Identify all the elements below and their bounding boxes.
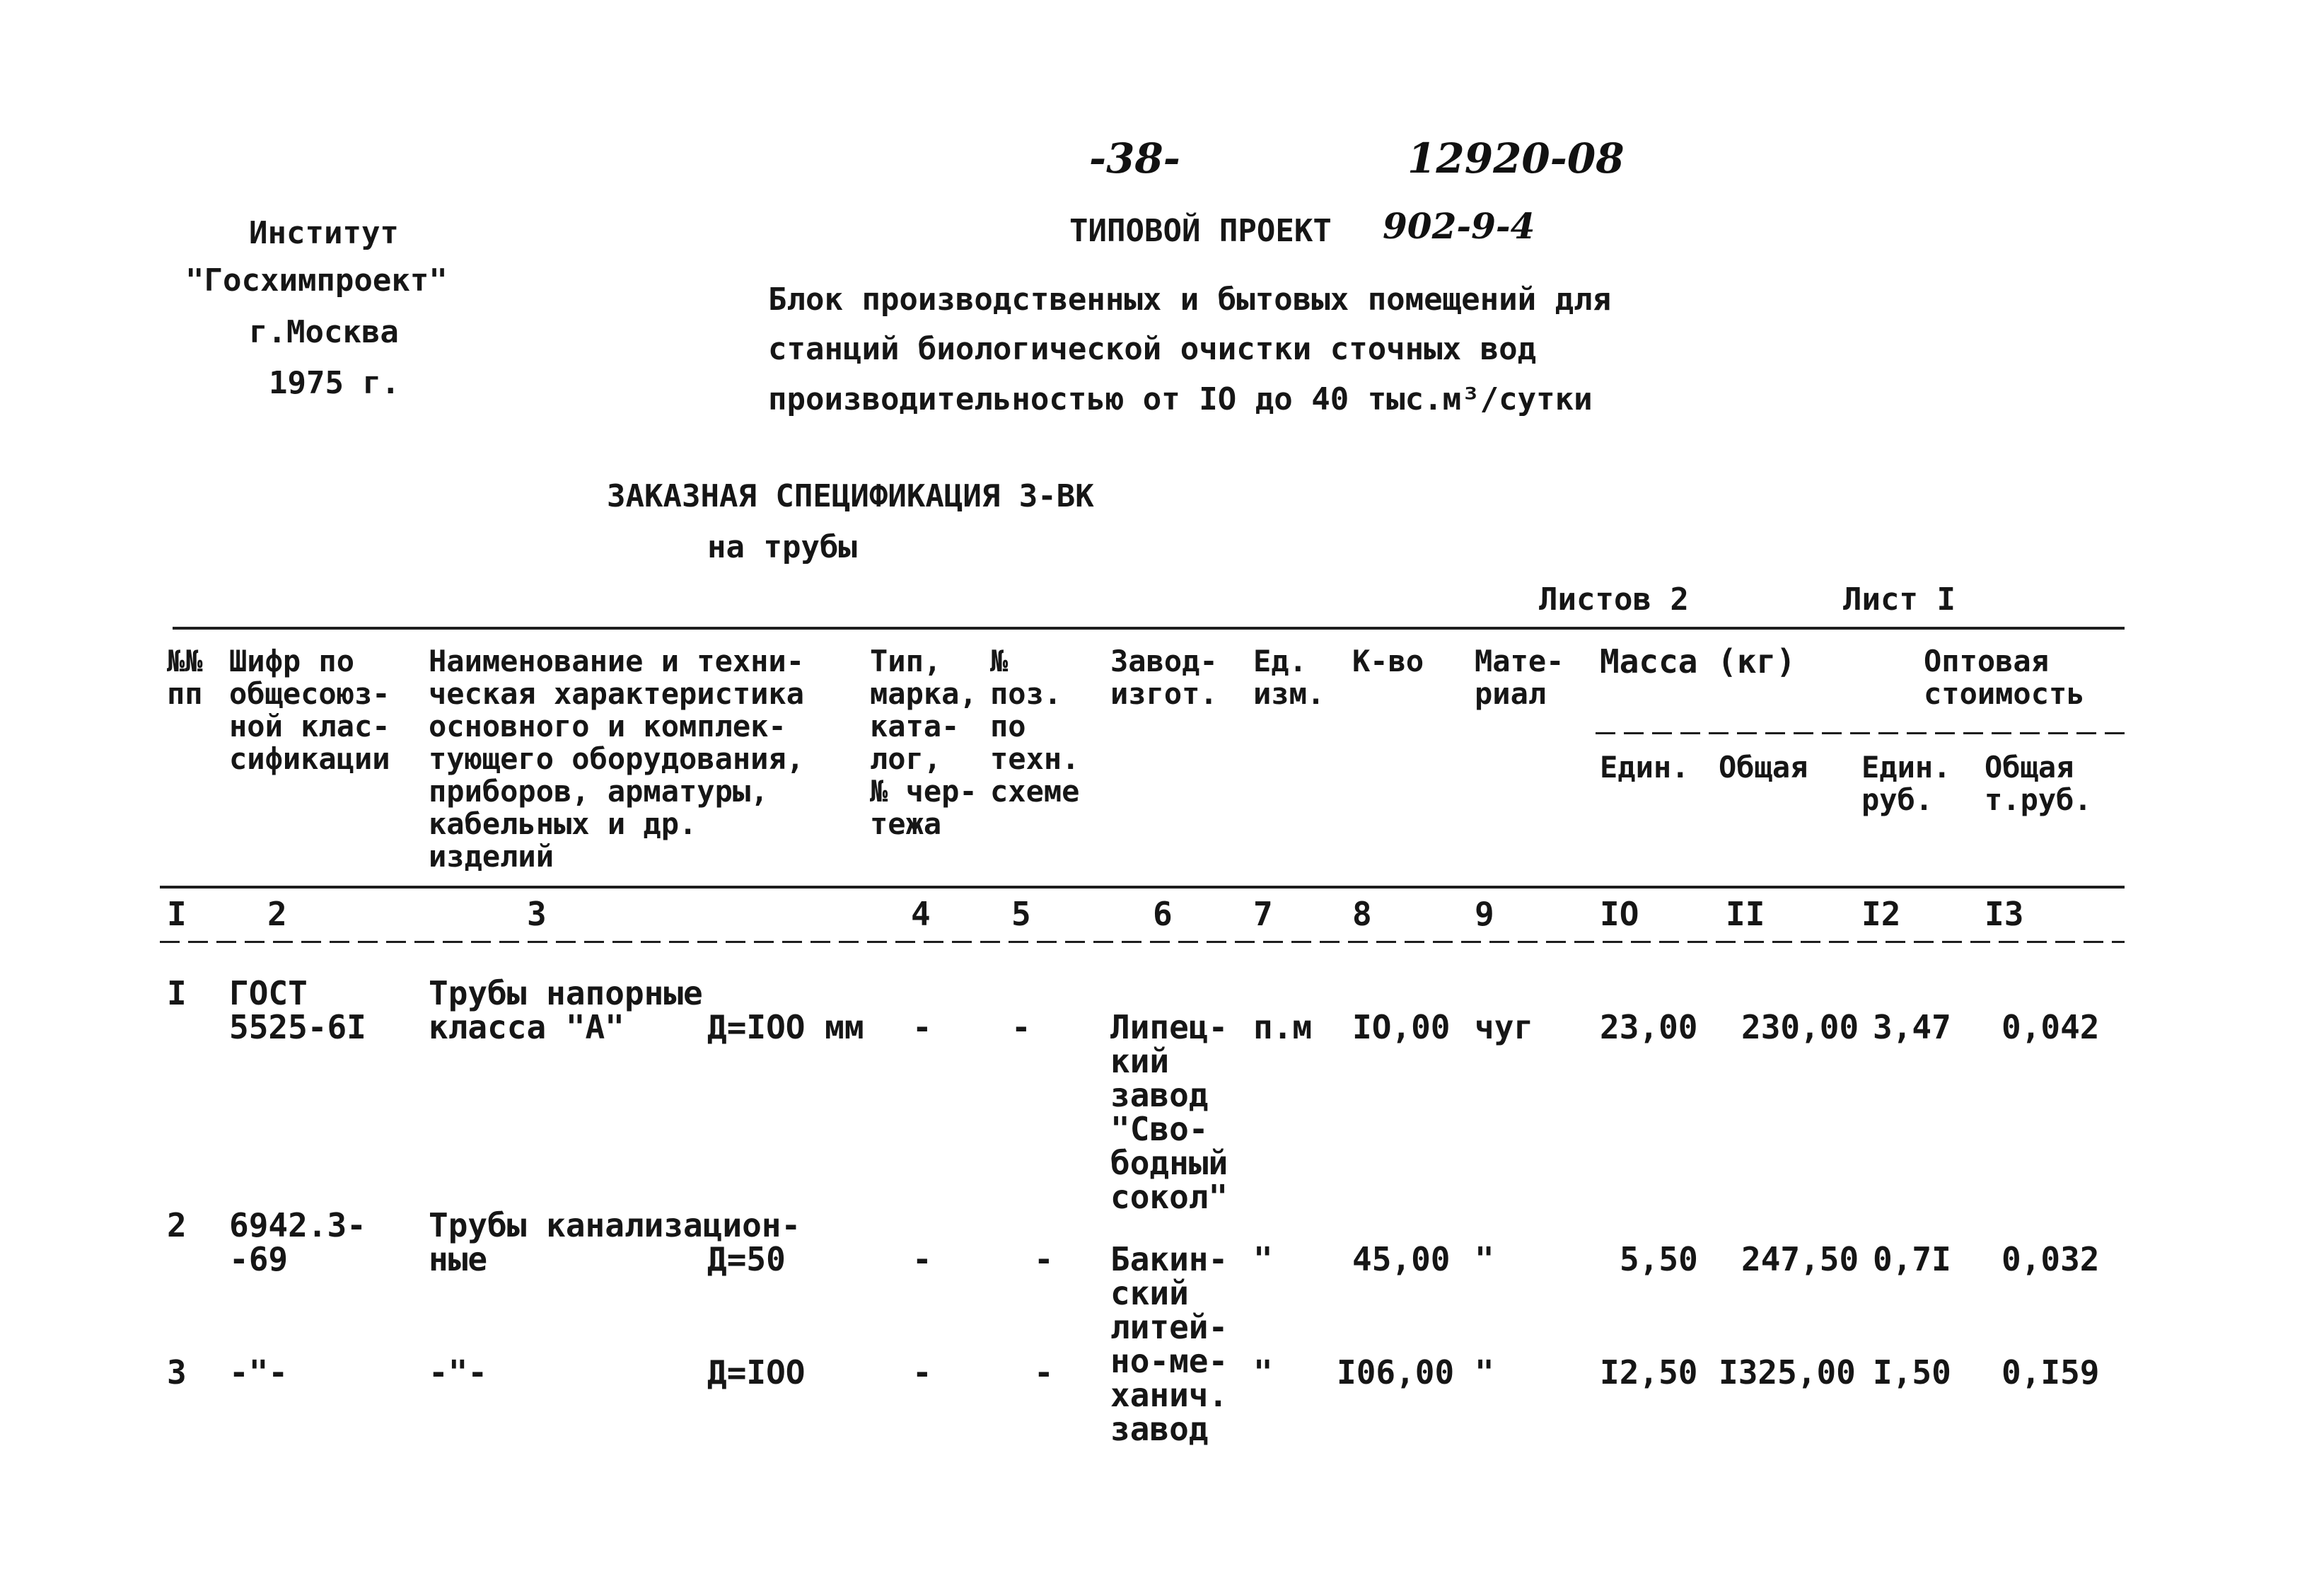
item-quantity: I06,00 xyxy=(1337,1353,1455,1391)
column-number: 8 xyxy=(1352,895,1372,933)
item-position: - xyxy=(1011,1008,1031,1046)
institute-label: Институт xyxy=(249,215,399,251)
item-position: - xyxy=(1034,1353,1054,1391)
item-material: " xyxy=(1475,1353,1494,1391)
item-mass-unit: I2,50 xyxy=(1600,1353,1698,1391)
header-mass: Масса (кг) xyxy=(1600,642,1796,681)
item-manufacturer: но-ме- ханич. завод xyxy=(1110,1342,1228,1448)
item-price-total: 0,042 xyxy=(2001,1008,2100,1046)
document-code: 12920-08 xyxy=(1407,134,1625,183)
item-name: Трубы канализацион- ные xyxy=(429,1206,801,1278)
item-mass-total: I325,00 xyxy=(1719,1353,1856,1391)
item-unit: " xyxy=(1253,1240,1273,1278)
item-type: - xyxy=(912,1353,932,1391)
item-price-unit: I,50 xyxy=(1873,1353,1951,1391)
column-number: 4 xyxy=(911,895,931,933)
column-number: II xyxy=(1726,895,1765,933)
item-mass-unit: 5,50 xyxy=(1620,1240,1698,1278)
header-unit: Ед. изм. xyxy=(1253,644,1325,711)
item-type: - xyxy=(912,1240,932,1278)
table-header-rule xyxy=(160,886,2125,889)
item-diameter: Д=IOO xyxy=(707,1353,806,1391)
header-item-name: Наименование и техни- ческая характеристика основного и комплек- тующего оборудования, приборов, арматуры, кабельных и др. изделий xyxy=(429,644,805,874)
table-colnum-rule xyxy=(160,941,2125,943)
project-number: 902-9-4 xyxy=(1383,205,1535,247)
sheet-current: Лист I xyxy=(1843,581,1956,618)
item-mass-total: 247,50 xyxy=(1741,1240,1859,1278)
table-top-rule xyxy=(173,627,2125,630)
column-number: 5 xyxy=(1011,895,1031,933)
item-unit: п.м xyxy=(1253,1008,1313,1046)
project-label: ТИПОВОЙ ПРОЕКТ xyxy=(1069,213,1332,249)
column-number: I xyxy=(167,895,187,933)
column-number: I3 xyxy=(1985,895,2024,933)
row-number: 2 xyxy=(167,1206,187,1244)
header-classification-code: Шифр по общесоюз- ной клас- сификации xyxy=(229,644,390,776)
institute-year: 1975 г. xyxy=(269,365,400,401)
header-price-unit: Един. руб. xyxy=(1861,750,1951,817)
item-price-unit: 3,47 xyxy=(1873,1008,1951,1046)
item-position: - xyxy=(1034,1240,1054,1278)
header-row-number: №№ пп xyxy=(167,644,203,711)
item-diameter: Д=IOO мм xyxy=(707,1008,864,1046)
classification-code: 6942.3- -69 xyxy=(229,1206,366,1278)
item-type: - xyxy=(912,1008,932,1046)
item-diameter: Д=50 xyxy=(707,1240,786,1278)
item-manufacturer: Бакин- ский литей- xyxy=(1110,1240,1228,1346)
page-number: -38- xyxy=(1089,134,1180,183)
project-description-line-3: производительностью от IO до 40 тыс.м³/сутки xyxy=(768,381,1593,417)
institute-name: "Госхимпроект" xyxy=(185,262,448,299)
column-number: I2 xyxy=(1861,895,1901,933)
row-number: I xyxy=(167,974,187,1012)
header-type: Тип, марка, ката- лог, № чер- тежа xyxy=(870,644,977,841)
item-quantity: IO,00 xyxy=(1352,1008,1451,1046)
item-name: Трубы напорные класса "А" xyxy=(429,974,703,1046)
header-mass-total: Общая xyxy=(1719,750,1808,785)
item-material: " xyxy=(1475,1240,1494,1278)
header-mass-unit: Един. xyxy=(1600,750,1690,785)
item-price-total: 0,I59 xyxy=(2001,1353,2100,1391)
header-price-total: Общая т.руб. xyxy=(1985,750,2092,817)
specification-subtitle: на трубы xyxy=(707,529,857,565)
classification-code: ГОСТ 5525-6I xyxy=(229,974,366,1046)
project-description-line-1: Блок производственных и бытовых помещений для xyxy=(768,282,1612,318)
item-unit: " xyxy=(1253,1353,1273,1391)
specification-title: ЗАКАЗНАЯ СПЕЦИФИКАЦИЯ 3-ВК xyxy=(607,478,1094,514)
column-number: IO xyxy=(1600,895,1639,933)
item-name: -"- xyxy=(429,1353,488,1391)
row-number: 3 xyxy=(167,1353,187,1391)
institute-city: г.Москва xyxy=(249,314,399,350)
column-number: 3 xyxy=(527,895,547,933)
project-description-line-2: станций биологической очистки сточных вод xyxy=(768,331,1537,367)
item-mass-unit: 23,00 xyxy=(1600,1008,1698,1046)
classification-code: -"- xyxy=(229,1353,289,1391)
sheets-total: Листов 2 xyxy=(1539,581,1689,618)
item-manufacturer: Липец- кий завод "Сво- бодный сокол" xyxy=(1110,1008,1228,1216)
item-price-unit: 0,7I xyxy=(1873,1240,1951,1278)
header-wholesale-price: Оптовая стоимость xyxy=(1924,644,2085,711)
column-number: 6 xyxy=(1153,895,1173,933)
item-price-total: 0,032 xyxy=(2001,1240,2100,1278)
column-number: 7 xyxy=(1253,895,1273,933)
item-material: чуг xyxy=(1475,1008,1534,1046)
header-material: Мате- риал xyxy=(1475,644,1564,711)
header-manufacturer: Завод- изгот. xyxy=(1110,644,1218,711)
column-number: 9 xyxy=(1475,895,1494,933)
header-position: № поз. по техн. схеме xyxy=(990,644,1080,809)
column-number: 2 xyxy=(267,895,287,933)
table-subheader-rule xyxy=(1596,732,2125,734)
header-quantity: К-во xyxy=(1352,644,1424,678)
item-quantity: 45,00 xyxy=(1352,1240,1451,1278)
item-mass-total: 230,00 xyxy=(1741,1008,1859,1046)
